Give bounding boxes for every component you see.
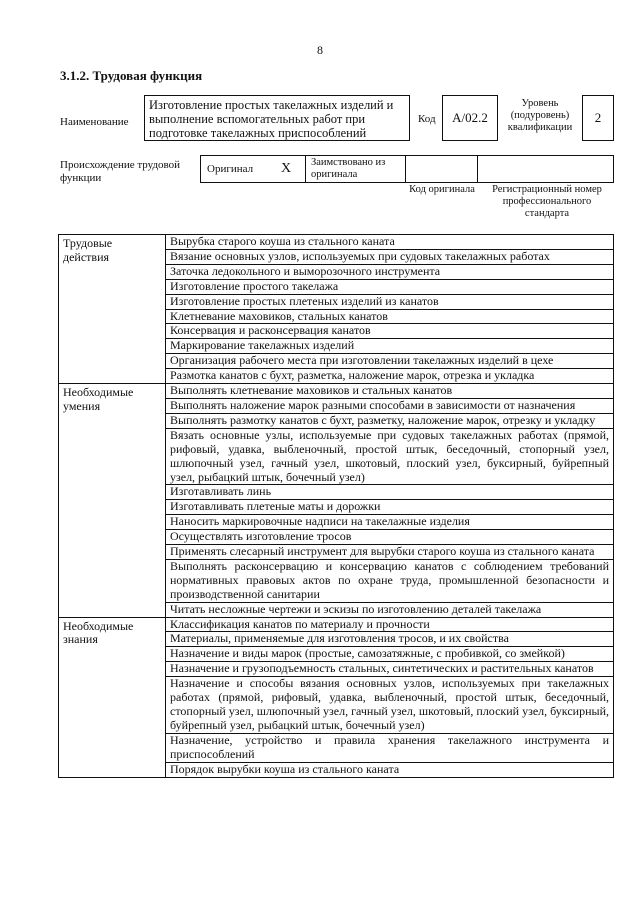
original-cell — [201, 156, 306, 182]
uroven-value: 2 — [594, 110, 602, 125]
section-item: Классификация канатов по материалу и прочности — [166, 617, 614, 632]
section-item: Назначение и грузоподъемность стальных, синтетических и растительных канатов — [166, 662, 614, 677]
section-item: Выполнять размотку канатов с бухт, разметку, наложение марок, отрезку и укладку — [166, 413, 614, 428]
section-item: Выполнять расконсервацию и консервацию канатов с соблюдением требований нормативных правовых актов по охране труда, промышленной безопасности и производственной санитарии — [166, 559, 614, 602]
section-item: Заточка ледокольного и выморозочного инструмента — [166, 264, 614, 279]
function-name-box — [144, 95, 410, 141]
section-item: Консервация и расконсервация канатов — [166, 324, 614, 339]
section-item: Назначение и способы вязания основных узлов, используемых при такелажных работах (прямой, рифовый, удавка, выбленочный, простой штык, беседочный, стопорный узел, шлюпочный узел, гачный узел, шкотовый, плоский узел, буксирный, буйрепный узел, рыбацкий штык, бочечный узел) — [166, 677, 614, 734]
section-category: Трудовые действия — [59, 235, 166, 384]
table-row — [59, 384, 614, 399]
section-item: Вязать основные узлы, используемые при судовых такелажных работах (прямой, рифовый, удавка, выбленочный, простой штык, беседочный, стопорный узел, шлюпочный узел, гачный узел, шкотовый, плоский узел, буксирный, буйрепный узел, рыбацкий штык, бочечный узел) — [166, 428, 614, 485]
section-item: Осуществлять изготовление тросов — [166, 530, 614, 545]
section-item: Изготовление простого такелажа — [166, 279, 614, 294]
section-item: Вязание основных узлов, используемых при судовых такелажных работах — [166, 249, 614, 264]
section-title: 3.1.2. Трудовая функция — [60, 68, 203, 83]
origin-row — [200, 155, 614, 183]
section-item: Изготовление простых плетеных изделий из канатов — [166, 294, 614, 309]
table-row — [59, 617, 614, 632]
kod-originala-label: Код оригинала — [409, 184, 475, 195]
section-item: Наносить маркировочные надписи на такелажные изделия — [166, 515, 614, 530]
section-item: Изготавливать линь — [166, 485, 614, 500]
original-mark: X — [281, 161, 292, 176]
section-item: Выполнять наложение марок разными способами в зависимости от назначения — [166, 398, 614, 413]
function-name: Изготовление простых такелажных изделий и выполнение вспомогательных работ при подготовке такелажных приспособлений — [149, 98, 394, 140]
reg-number-label: Регистрационный номер профессионального стандарта — [492, 184, 602, 219]
function-details-table — [58, 234, 614, 778]
section-item: Выполнять клетневание маховиков и стальных канатов — [166, 384, 614, 399]
kod-value-box — [442, 95, 498, 141]
section-item: Читать несложные чертежи и эскизы по изготовлению деталей такелажа — [166, 602, 614, 617]
uroven-label: Уровень (подуровень) квалификации — [507, 98, 573, 133]
section-item: Размотка канатов с бухт, разметка, наложение марок, отрезка и укладка — [166, 369, 614, 384]
kod-label: Код — [418, 113, 436, 125]
section-item: Назначение и виды марок (простые, самозатяжные, с пробивкой, со змейкой) — [166, 647, 614, 662]
section-item: Порядок вырубки коуша из стального каната — [166, 762, 614, 777]
kod-value: А/02.2 — [452, 110, 488, 125]
borrowed-label: Заимствовано из оригинала — [311, 157, 386, 180]
section-item: Применять слесарный инструмент для вырубки старого коуша из стального каната — [166, 545, 614, 560]
borrowed-cell — [305, 156, 406, 182]
section-item: Назначение, устройство и правила хранения такелажного инструмента и приспособлений — [166, 733, 614, 762]
original-label: Оригинал — [207, 163, 254, 175]
section-item: Маркирование такелажных изделий — [166, 339, 614, 354]
section-category: Необходимые знания — [59, 617, 166, 777]
section-item: Организация рабочего места при изготовлении такелажных изделий в цехе — [166, 354, 614, 369]
section-item: Вырубка старого коуша из стального каната — [166, 235, 614, 250]
naimenovanie-label: Наименование — [60, 116, 129, 128]
kod-originala-cell — [405, 156, 478, 182]
table-row — [59, 235, 614, 250]
uroven-value-box — [582, 95, 614, 141]
section-item: Материалы, применяемые для изготовления тросов, и их свойства — [166, 632, 614, 647]
section-item: Клетневание маховиков, стальных канатов — [166, 309, 614, 324]
section-item: Изготавливать плетеные маты и дорожки — [166, 500, 614, 515]
section-category: Необходимые умения — [59, 384, 166, 618]
origin-label: Происхождение трудовой функции — [60, 159, 181, 184]
page-number: 8 — [317, 43, 323, 57]
reg-number-cell — [477, 156, 613, 182]
